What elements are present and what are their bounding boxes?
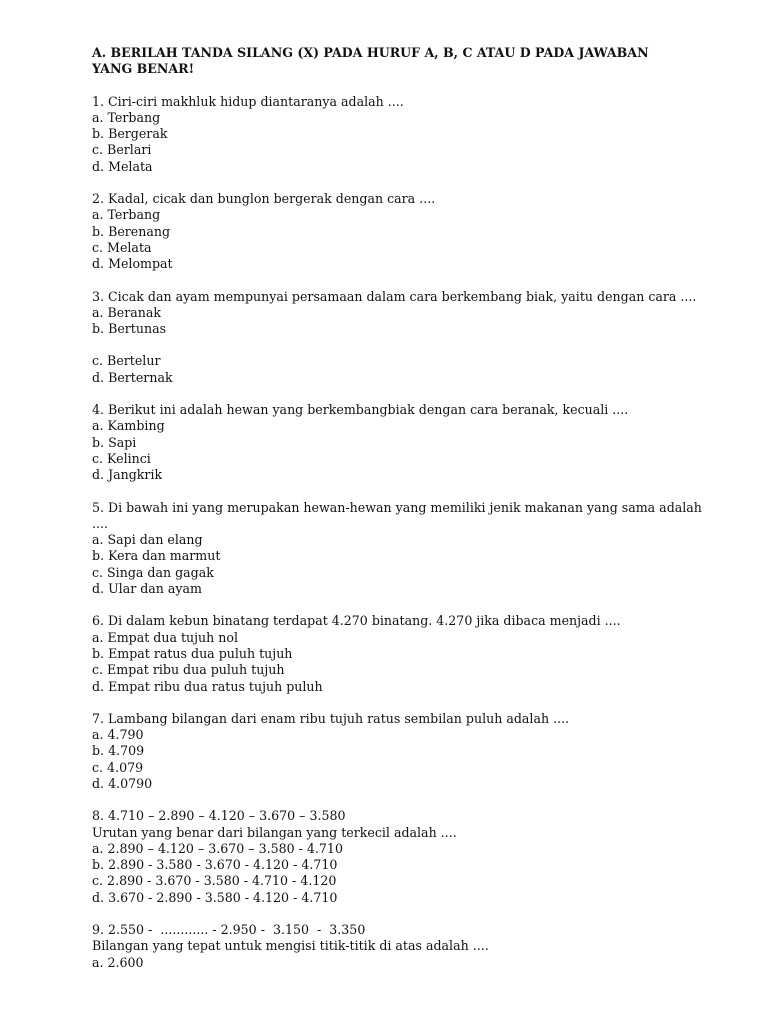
question-number-sequence: 9. 2.550 - ............ - 2.950 - 3.150 - 3.350 bbox=[92, 922, 366, 938]
option-b: b. Kera dan marmut bbox=[92, 548, 221, 564]
question-5 bbox=[92, 499, 702, 598]
option-c: c. 4.079 bbox=[92, 759, 144, 775]
option-c: c. Kelinci bbox=[92, 450, 151, 466]
question-text: 2. Kadal, cicak dan bunglon bergerak dengan cara .... bbox=[92, 191, 436, 207]
question-text: 5. Di bawah ini yang merupakan hewan-hewan yang memiliki jenik makanan yang sama adalah bbox=[92, 499, 702, 515]
section-heading: A. BERILAH TANDA SILANG (X) PADA HURUF A, B, C ATAU D PADA JAWABAN YANG BENAR! bbox=[92, 45, 649, 77]
option-b: b. Empat ratus dua puluh tujuh bbox=[92, 645, 293, 661]
option-d: d. Melata bbox=[92, 158, 153, 174]
option-b: b. Berenang bbox=[92, 223, 171, 239]
option-a: a. Terbang bbox=[92, 109, 161, 125]
question-text: Bilangan yang tepat untuk mengisi titik-titik di atas adalah .... bbox=[92, 938, 489, 954]
option-a: a. Kambing bbox=[92, 418, 165, 434]
option-c: c. Berlari bbox=[92, 142, 152, 158]
option-c: c. Melata bbox=[92, 239, 152, 255]
question-8 bbox=[92, 808, 692, 906]
question-1 bbox=[92, 94, 692, 175]
question-text: 7. Lambang bilangan dari enam ribu tujuh ratus sembilan puluh adalah .... bbox=[92, 710, 570, 726]
option-c: c. 2.890 - 3.670 - 3.580 - 4.710 - 4.120 bbox=[92, 873, 337, 889]
question-4 bbox=[92, 402, 692, 483]
worksheet-page bbox=[92, 45, 702, 987]
option-b: b. 2.890 - 3.580 - 3.670 - 4.120 - 4.710 bbox=[92, 857, 338, 873]
question-text: Urutan yang benar dari bilangan yang terkecil adalah .... bbox=[92, 824, 457, 840]
option-b: b. Sapi bbox=[92, 434, 137, 450]
option-c: c. Empat ribu dua puluh tujuh bbox=[92, 662, 285, 678]
option-a: a. 4.790 bbox=[92, 727, 144, 743]
question-9 bbox=[92, 922, 692, 971]
option-d: d. Ular dan ayam bbox=[92, 581, 202, 597]
option-a: a. Beranak bbox=[92, 304, 162, 320]
option-a: a. 2.890 – 4.120 – 3.670 – 3.580 - 4.710 bbox=[92, 840, 343, 856]
option-a: a. Sapi dan elang bbox=[92, 532, 203, 548]
option-d: d. Jangkrik bbox=[92, 467, 163, 483]
question-text: 1. Ciri-ciri makhluk hidup diantaranya adalah .... bbox=[92, 93, 404, 109]
question-text: 4. Berikut ini adalah hewan yang berkembangbiak dengan cara beranak, kecuali .... bbox=[92, 402, 629, 418]
question-text: 6. Di dalam kebun binatang terdapat 4.270 binatang. 4.270 jika dibaca menjadi .... bbox=[92, 613, 621, 629]
option-d: d. Melompat bbox=[92, 256, 173, 272]
question-number-sequence: 8. 4.710 – 2.890 – 4.120 – 3.670 – 3.580 bbox=[92, 808, 346, 824]
blank-line bbox=[92, 337, 692, 353]
option-d: d. 4.0790 bbox=[92, 775, 153, 791]
option-b: b. Bertunas bbox=[92, 321, 167, 337]
option-b: b. 4.709 bbox=[92, 743, 145, 759]
question-3 bbox=[92, 288, 697, 386]
option-a: a. 2.600 bbox=[92, 954, 144, 970]
question-text: 3. Cicak dan ayam mempunyai persamaan dalam cara berkembang biak, yaitu dengan cara .... bbox=[92, 288, 697, 304]
option-c: c. Singa dan gagak bbox=[92, 564, 214, 580]
question-7 bbox=[92, 711, 692, 792]
option-d: d. 3.670 - 2.890 - 3.580 - 4.120 - 4.710 bbox=[92, 889, 338, 905]
option-a: a. Terbang bbox=[92, 207, 161, 223]
option-c: c. Bertelur bbox=[92, 353, 161, 369]
question-2 bbox=[92, 191, 692, 272]
question-6 bbox=[92, 613, 692, 694]
option-b: b. Bergerak bbox=[92, 126, 168, 142]
question-text-continued: .... bbox=[92, 515, 109, 531]
option-d: d. Empat ribu dua ratus tujuh puluh bbox=[92, 678, 323, 694]
option-a: a. Empat dua tujuh nol bbox=[92, 629, 238, 645]
option-d: d. Berternak bbox=[92, 369, 173, 385]
